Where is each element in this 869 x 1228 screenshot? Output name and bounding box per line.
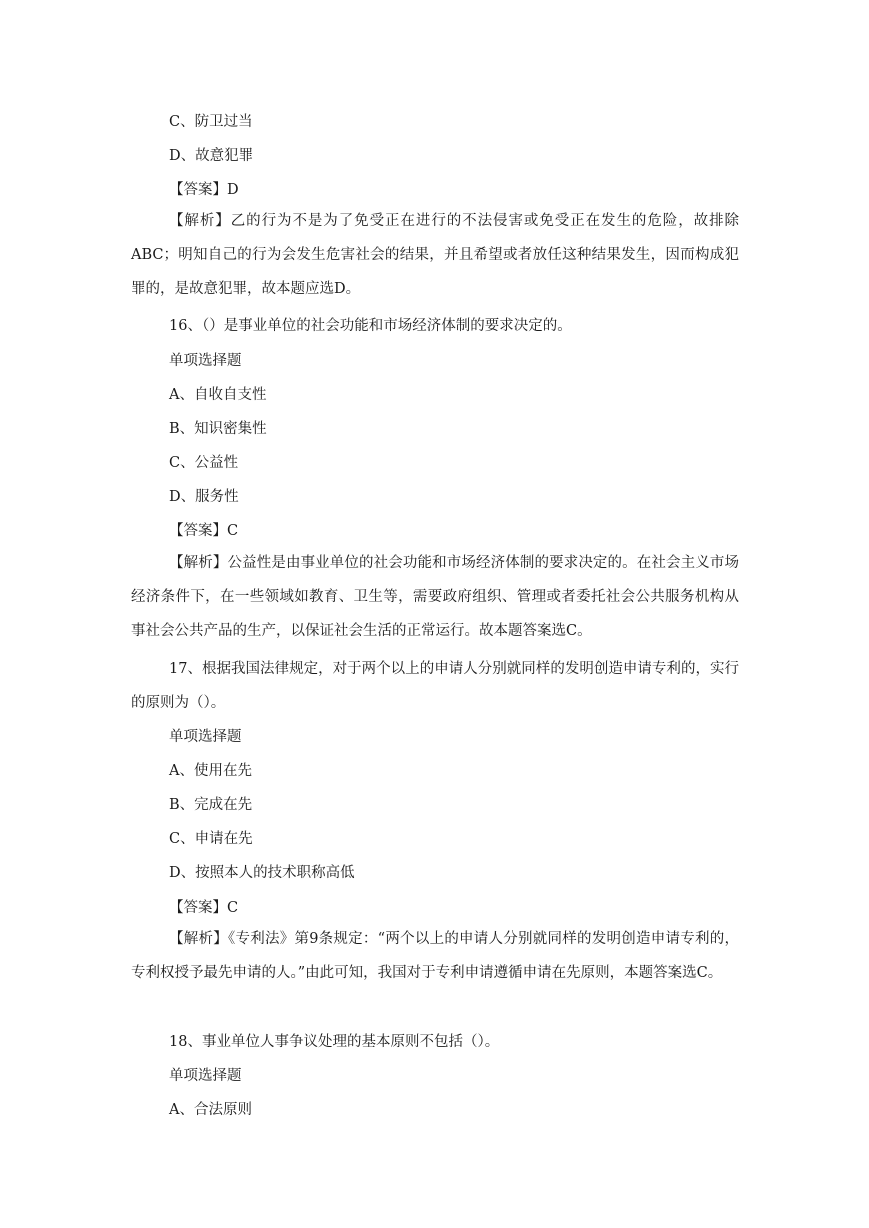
option-a-q16: A、自收自支性 — [169, 387, 267, 403]
option-a-q18: A、合法原则 — [169, 1102, 252, 1118]
option-c-q17: C、申请在先 — [169, 831, 253, 847]
option-c-q15: C、防卫过当 — [169, 114, 253, 130]
option-a-q17: A、使用在先 — [169, 763, 252, 779]
question-type-q17: 单项选择题 — [169, 729, 242, 745]
option-b-q17: B、完成在先 — [169, 797, 253, 813]
option-d-q15: D、故意犯罪 — [169, 148, 254, 164]
explanation-q17: 【解析】《专利法》第9条规定：“两个以上的申请人分别就同样的发明创造申请专利的，专利权授予最先申请的人。”由此可知，我国对于专利申请遵循申请在先原则，本题答案选C。 — [131, 931, 739, 981]
option-d-q16: D、服务性 — [169, 489, 239, 505]
explanation-q15: 【解析】乙的行为不是为了免受正在进行的不法侵害或免受正在发生的危险，故排除ABC；明知自己的行为会发生危害社会的结果，并且希望或者放任这种结果发生，因而构成犯罪的，是故意犯罪，故本题应选D。 — [131, 213, 739, 297]
option-c-q16: C、公益性 — [169, 455, 239, 471]
explanation-q16: 【解析】公益性是由事业单位的社会功能和市场经济体制的要求决定的。在社会主义市场经济条件下，在一些领域如教育、卫生等，需要政府组织、管理或者委托社会公共服务机构从事社会公共产品的生产，以保证社会生活的正常运行。故本题答案选C。 — [131, 555, 739, 639]
option-d-q17: D、按照本人的技术职称高低 — [169, 865, 355, 881]
answer-q17: 【答案】C — [169, 900, 239, 916]
question-type-q16: 单项选择题 — [169, 353, 242, 369]
question-18: 18、事业单位人事争议处理的基本原则不包括（）。 — [169, 1034, 500, 1050]
question-type-q18: 单项选择题 — [169, 1068, 242, 1084]
answer-q16: 【答案】C — [169, 523, 239, 539]
question-16: 16、（）是事业单位的社会功能和市场经济体制的要求决定的。 — [169, 318, 572, 334]
question-17: 17、根据我国法律规定，对于两个以上的申请人分别就同样的发明创造申请专利的，实行的原则为（）。 — [131, 661, 739, 711]
answer-q15: 【答案】D — [169, 182, 239, 198]
option-b-q16: B、知识密集性 — [169, 421, 267, 437]
